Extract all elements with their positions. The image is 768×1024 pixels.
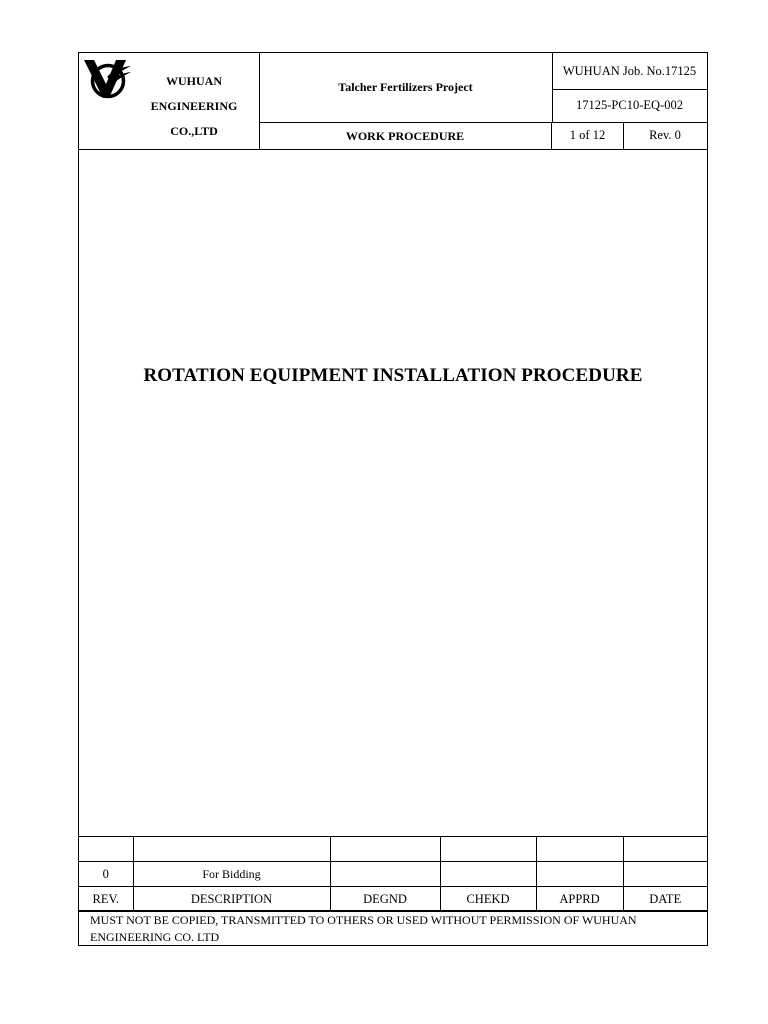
column-header: CHEKD — [440, 887, 536, 912]
column-header: REV. — [79, 887, 133, 912]
document-sheet — [78, 52, 708, 946]
table-cell — [133, 837, 330, 862]
table-cell — [330, 837, 440, 862]
job-number: WUHUAN Job. No.17125 — [552, 53, 707, 90]
company-name-line: WUHUAN — [166, 74, 222, 88]
column-header: APPRD — [536, 887, 623, 912]
table-cell — [330, 862, 440, 887]
company-cell — [79, 53, 260, 149]
revision-table — [79, 836, 707, 912]
table-cell — [440, 862, 536, 887]
confidentiality-notice: MUST NOT BE COPIED, TRANSMITTED TO OTHERS OR USED WITHOUT PERMISSION OF WUHUAN ENGINEERING CO. LTD — [79, 910, 707, 945]
document-title: ROTATION EQUIPMENT INSTALLATION PROCEDURE — [143, 365, 643, 386]
table-cell — [79, 837, 133, 862]
table-cell — [623, 862, 707, 887]
table-row — [79, 837, 707, 862]
table-header-row — [79, 887, 707, 912]
company-name-line: ENGINEERING — [150, 99, 238, 113]
table-cell — [536, 862, 623, 887]
document-type: WORK PROCEDURE — [259, 122, 552, 149]
table-cell: For Bidding — [133, 862, 330, 887]
document-number: 17125-PC10-EQ-002 — [552, 89, 707, 123]
title-block — [79, 53, 707, 150]
table-cell — [623, 837, 707, 862]
revision-indicator: Rev. 0 — [649, 128, 681, 142]
table-row — [79, 862, 707, 887]
company-name-line: CO.,LTD — [170, 124, 218, 138]
column-header: DEGND — [330, 887, 440, 912]
page-indicator: 1 of 12 — [552, 122, 624, 149]
table-cell: 0 — [79, 862, 133, 887]
table-cell — [440, 837, 536, 862]
column-header: DATE — [623, 887, 707, 912]
project-name: Talcher Fertilizers Project — [259, 53, 553, 123]
company-logo — [83, 56, 133, 100]
table-cell — [536, 837, 623, 862]
column-header: DESCRIPTION — [133, 887, 330, 912]
company-name — [133, 69, 255, 144]
